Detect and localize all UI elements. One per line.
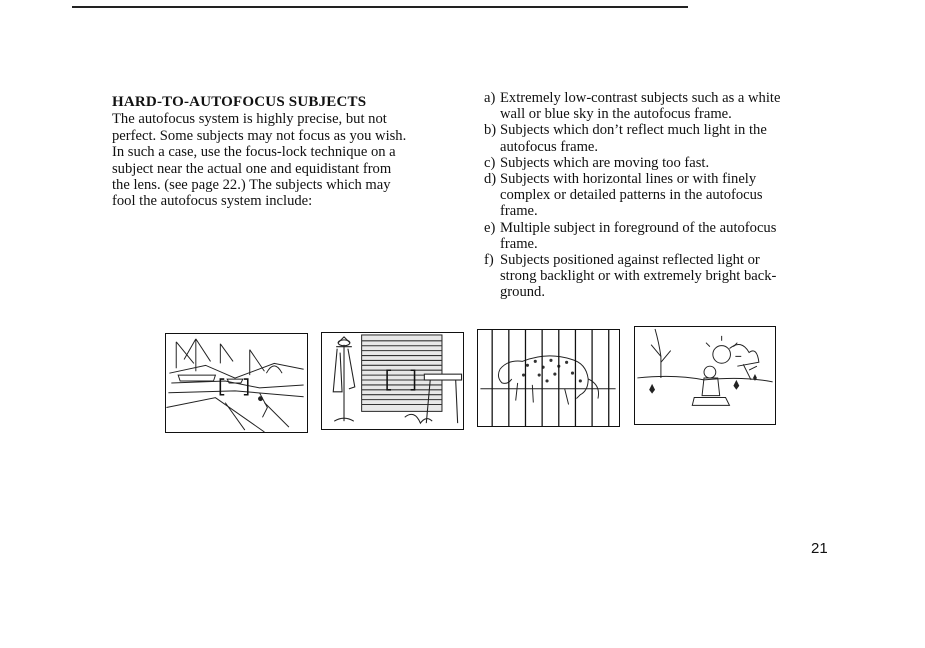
list-line: frame. <box>500 203 538 220</box>
list-item-c <box>484 155 826 171</box>
list-text <box>500 155 826 171</box>
section-heading: HARD-TO-AUTOFOCUS SUBJECTS <box>112 94 367 110</box>
list-line: frame. <box>500 235 538 252</box>
list-marker: b) <box>484 122 497 139</box>
list-marker: e) <box>484 219 496 236</box>
intro-paragraph <box>112 111 452 209</box>
intro-line: subject near the actual one and equidistant from <box>112 160 392 177</box>
list-line: autofocus frame. <box>500 138 599 155</box>
page-number: 21 <box>811 540 828 557</box>
list-text <box>500 252 826 301</box>
list-item-f <box>484 252 826 301</box>
list-line: complex or detailed patterns in the autofocus <box>500 187 763 204</box>
list-line: ground. <box>500 284 545 301</box>
list-item-b <box>484 122 826 154</box>
list-text <box>500 220 826 252</box>
child-backlight-icon <box>635 327 775 424</box>
list-text <box>500 122 826 154</box>
list-marker: d) <box>484 171 497 188</box>
list-line: Multiple subject in foreground of the autofocus <box>500 219 777 236</box>
illustration-harbor <box>165 333 308 433</box>
illustration-coat-stand <box>321 332 464 430</box>
list-line: Extremely low-contrast subjects such as a white <box>500 90 781 106</box>
list-marker: c) <box>484 154 496 171</box>
list-line: wall or blue sky in the autofocus frame. <box>500 106 732 123</box>
illustration-leopard <box>477 329 620 427</box>
list-line: strong backlight or with extremely bright back- <box>500 268 777 285</box>
top-rule <box>72 6 688 8</box>
list-marker: a) <box>484 90 496 106</box>
intro-line: The autofocus system is highly precise, but not <box>112 111 387 128</box>
list-line: Subjects which don’t reflect much light in the <box>500 122 767 139</box>
list-text <box>500 90 826 122</box>
subject-list <box>484 90 826 301</box>
intro-line: the lens. (see page 22.) The subjects which may <box>112 177 391 194</box>
coat-stand-blinds-icon <box>322 333 463 429</box>
list-line: Subjects with horizontal lines or with finely <box>500 171 757 188</box>
list-text <box>500 171 826 220</box>
list-marker: f) <box>484 252 494 269</box>
list-line: Subjects positioned against reflected light or <box>500 252 760 269</box>
intro-line: In such a case, use the focus-lock technique on a <box>112 144 396 161</box>
leopard-bars-icon <box>478 330 619 426</box>
harbor-scene-icon <box>166 334 307 432</box>
intro-line: fool the autofocus system include: <box>112 193 313 210</box>
list-item-a <box>484 90 826 122</box>
list-item-d <box>484 171 826 220</box>
list-line: Subjects which are moving too fast. <box>500 154 710 171</box>
list-item-e <box>484 220 826 252</box>
intro-column <box>112 94 452 210</box>
intro-line: perfect. Some subjects may not focus as you wish. <box>112 127 407 144</box>
illustration-child <box>634 326 776 425</box>
